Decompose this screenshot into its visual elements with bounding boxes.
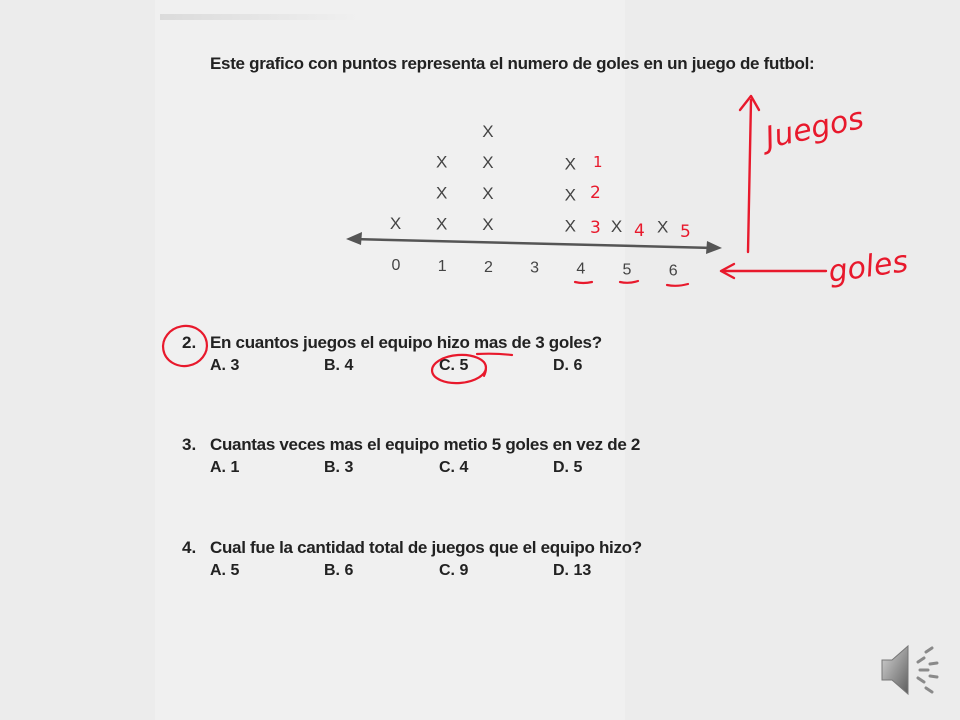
y-arrow-line — [748, 100, 751, 252]
plot-mark: X — [436, 183, 448, 203]
underline-5 — [620, 281, 638, 283]
plot-mark: X — [482, 184, 494, 204]
plot-mark: X — [564, 185, 576, 205]
plot-mark: X — [610, 217, 623, 236]
option-c[interactable]: C. 5 — [439, 357, 469, 374]
tick-label-1: 1 — [437, 257, 447, 275]
question-number: 4. — [182, 538, 197, 557]
option-b[interactable]: B. 6 — [324, 562, 354, 579]
option-c[interactable]: C. 9 — [439, 562, 469, 579]
x-axis-handwritten-label: goles — [826, 244, 911, 290]
plot-mark: X — [389, 214, 402, 233]
option-d[interactable]: D. 6 — [553, 357, 583, 374]
question-3 — [182, 435, 641, 485]
plot-mark: X — [436, 152, 448, 172]
option-b[interactable]: B. 4 — [324, 357, 354, 374]
option-a[interactable]: A. 5 — [210, 562, 240, 579]
circle-answer — [431, 353, 487, 385]
count-1: 1 — [593, 153, 603, 171]
y-arrow-head — [740, 96, 759, 110]
tick-label-5: 5 — [622, 261, 632, 279]
count-4: 4 — [634, 221, 645, 241]
option-b[interactable]: B. 3 — [324, 459, 354, 476]
number-line — [352, 239, 714, 248]
plot-mark: X — [564, 216, 576, 236]
question-2-markup — [0, 300, 960, 400]
number-line-left-arrow — [346, 232, 362, 245]
y-axis-handwritten-label: Juegos — [762, 100, 867, 156]
option-c[interactable]: C. 4 — [439, 459, 469, 476]
dot-plot — [0, 0, 960, 320]
number-line-right-arrow — [706, 241, 722, 254]
option-d[interactable]: D. 13 — [553, 562, 592, 579]
plot-mark: X — [482, 122, 494, 142]
option-a[interactable]: A. 3 — [210, 357, 240, 374]
underline-4 — [575, 282, 592, 283]
tick-labels — [392, 257, 678, 279]
tick-label-0: 0 — [391, 257, 401, 274]
question-number: 3. — [182, 435, 197, 454]
circle-question-number — [160, 322, 210, 369]
plot-mark: X — [564, 154, 576, 174]
count-3: 3 — [590, 218, 601, 238]
worksheet-title: Este grafico con puntos representa el numero de goles en un juego de futbol: — [210, 54, 815, 73]
question-text: Cual fue la cantidad total de juegos que el equipo hizo? — [210, 538, 642, 557]
option-a[interactable]: A. 1 — [210, 459, 240, 476]
speaker-icon[interactable] — [876, 640, 942, 700]
tick-label-2: 2 — [483, 258, 493, 276]
tick-label-4: 4 — [576, 260, 586, 278]
circle-answer-tail — [484, 362, 486, 376]
plot-mark: X — [436, 214, 448, 234]
count-2: 2 — [590, 183, 601, 203]
question-text: En cuantos juegos el equipo hizo mas de 3 goles? — [210, 333, 602, 352]
question-text: Cuantas veces mas el equipo metio 5 goles en vez de 2 — [210, 435, 641, 454]
tick-label-6: 6 — [668, 262, 678, 280]
underline-6 — [667, 284, 688, 286]
plot-mark: X — [482, 153, 494, 173]
question-number: 2. — [182, 333, 197, 352]
plot-mark: X — [657, 217, 669, 237]
question-4 — [182, 538, 642, 588]
plot-mark: X — [482, 215, 494, 235]
plot-marks — [390, 122, 669, 236]
tick-label-3: 3 — [530, 259, 540, 277]
count-5: 5 — [680, 222, 691, 242]
underline-mas-de-3 — [477, 354, 512, 355]
option-d[interactable]: D. 5 — [553, 459, 583, 476]
